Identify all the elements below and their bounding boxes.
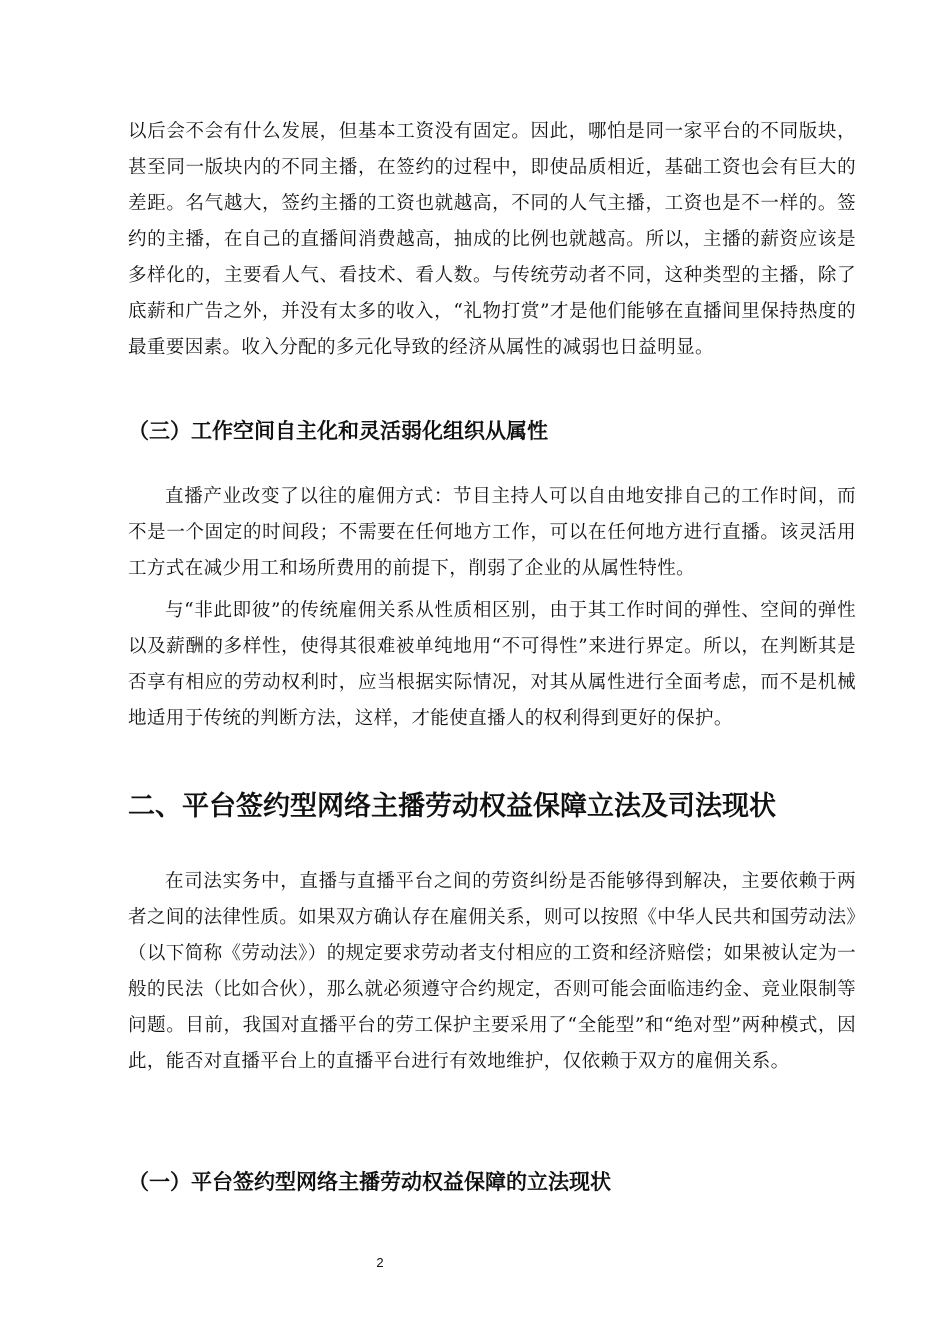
chapter-heading: 二、平台签约型网络主播劳动权益保障立法及司法现状 [128, 791, 776, 822]
body-paragraph: 在司法实务中，直播与直播平台之间的劳资纠纷是否能够得到解决，主要依赖于两者之间的法律性质。如果双方确认存在雇佣关系，则可以按照《中华人民共和国劳动法》（以下简称《劳动法》）的规定要求劳动者支付相应的工资和经济赔偿；如果被认定为一般的民法（比如合伙），那么就必须遵守合约规定，否则可能会面临违约金、竞业限制等问题。目前，我国对直播平台的劳工保护主要采用了“全能型”和“绝对型”两种模式，因此，能否对直播平台上的直播平台进行有效地维护，仅依赖于双方的雇佣关系。 [128, 871, 856, 1072]
body-paragraph: 与“非此即彼”的传统雇佣关系从性质相区别，由于其工作时间的弹性、空间的弹性以及薪酬的多样性，使得其很难被单纯地用“不可得性”来进行界定。所以，在判断其是否享有相应的劳动权利时，应当根据实际情况，对其从属性进行全面考虑，而不是机械地适用于传统的判断方法，这样，才能使直播人的权利得到更好的保护。 [128, 600, 856, 729]
body-paragraph: 直播产业改变了以往的雇佣方式：节目主持人可以自由地安排自己的工作时间，而不是一个固定的时间段；不需要在任何地方工作，可以在任何地方进行直播。该灵活用工方式在减少用工和场所费用的前提下，削弱了企业的从属性特性。 [128, 486, 856, 579]
section-heading: （一）平台签约型网络主播劳动权益保障的立法现状 [128, 1170, 611, 1194]
body-paragraph: 以后会不会有什么发展，但基本工资没有固定。因此，哪怕是同一家平台的不同版块，甚至同一版块内的不同主播，在签约的过程中，即使品质相近，基础工资也会有巨大的差距。名气越大，签约主播的工资也就越高，不同的人气主播，工资也是不一样的。签约的主播，在自己的直播间消费越高，抽成的比例也就越高。所以，主播的薪资应该是多样化的，主要看人气、看技术、看人数。与传统劳动者不同，这种类型的主播，除了底薪和广告之外，并没有太多的收入，“礼物打赏”才是他们能够在直播间里保持热度的最重要因素。收入分配的多元化导致的经济从属性的减弱也日益明显。 [128, 121, 856, 358]
page-number: 2 [376, 1255, 384, 1270]
section-heading: （三）工作空间自主化和灵活弱化组织从属性 [128, 419, 548, 443]
